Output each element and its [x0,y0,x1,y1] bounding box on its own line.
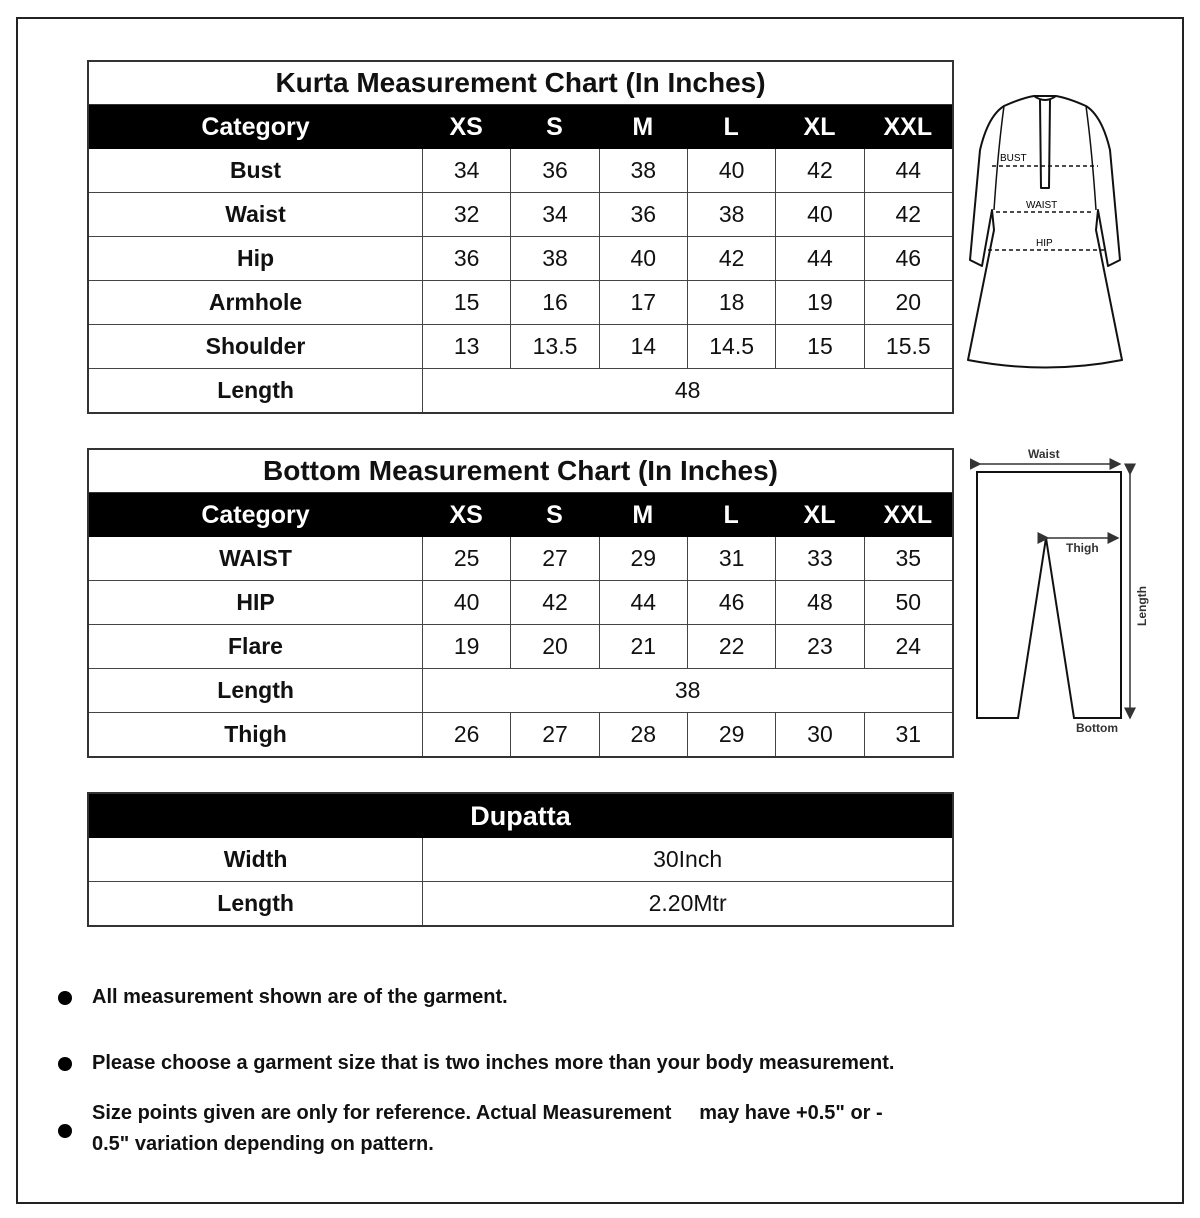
row-label: Thigh [224,721,287,747]
value-cell: 36 [599,193,687,236]
value-cell: 13.5 [510,325,598,368]
value-cell: 40 [599,237,687,280]
table-row [89,580,952,624]
header-size-l: L [723,500,739,529]
value-cell: 44 [864,149,952,192]
bottom-chart-title: Bottom Measurement Chart (In Inches) [89,450,952,493]
value-cell: 38 [510,237,598,280]
header-size-xs: XS [449,500,483,529]
value-cell: 19 [422,625,510,668]
table-row [89,149,952,192]
value-cell: 42 [864,193,952,236]
value-cell: 40 [775,193,863,236]
value-cell: 30 [775,713,863,756]
pant-diagram [970,446,1160,746]
value-cell: 46 [864,237,952,280]
header-size-xxl: XXL [883,500,933,529]
value-cell: 27 [510,537,598,580]
table-row [89,537,952,580]
value-cell: 50 [864,581,952,624]
value-cell: 28 [599,713,687,756]
row-label: WAIST [219,545,292,571]
value-cell: 20 [510,625,598,668]
kurta-chart-title: Kurta Measurement Chart (In Inches) [89,62,952,105]
value-cell: 15 [775,325,863,368]
table-row [89,712,952,756]
pant-outline [977,472,1121,718]
value-cell: 36 [510,149,598,192]
value-cell: 22 [687,625,775,668]
table-row [89,881,952,925]
table-row [89,236,952,280]
value-cell: 34 [422,149,510,192]
note-text: All measurement shown are of the garment. [92,986,508,1008]
value-cell: 31 [864,713,952,756]
note-text: Size points given are only for reference. Actual Measurement may have +0.5" or - 0.5" variation depending on pattern. [92,1102,883,1155]
value-cell: 36 [422,237,510,280]
value-cell: 48 [775,581,863,624]
value-cell: 33 [775,537,863,580]
value-cell: 29 [599,537,687,580]
bullet-icon [58,991,72,1005]
value-cell: 15 [422,281,510,324]
value-cell: 26 [422,713,510,756]
row-label: Length [217,377,294,403]
bottom-header-row [89,493,952,537]
value-cell: 23 [775,625,863,668]
row-label: Waist [225,201,286,227]
value-cell: 27 [510,713,598,756]
row-label: Shoulder [205,333,306,359]
value-cell: 19 [775,281,863,324]
value-cell: 40 [422,581,510,624]
value-cell: 34 [510,193,598,236]
bullet-icon [58,1057,72,1071]
table-row [89,192,952,236]
hip-label: HIP [1036,238,1053,249]
value-cell: 13 [422,325,510,368]
value-cell: 14 [599,325,687,368]
note-item [58,1098,883,1160]
header-category: Category [201,500,310,529]
row-label: Hip [236,245,275,271]
value-cell: 15.5 [864,325,952,368]
value-cell: 42 [775,149,863,192]
row-label: Bust [229,157,282,183]
value-cell: 14.5 [687,325,775,368]
header-size-s: S [546,112,563,141]
note-text: Please choose a garment size that is two inches more than your body measurement. [92,1052,895,1074]
pant-bottom-label: Bottom [1076,721,1118,735]
header-size-xxl: XXL [883,112,933,141]
value-cell: 46 [687,581,775,624]
value-cell: 35 [864,537,952,580]
table-row [89,280,952,324]
value-cell: 38 [687,193,775,236]
row-label: Flare [228,633,283,659]
value-cell: 24 [864,625,952,668]
value-cell: 40 [687,149,775,192]
header-size-l: L [723,112,739,141]
value-cell: 44 [775,237,863,280]
pant-thigh-label: Thigh [1066,541,1099,555]
value-cell: 21 [599,625,687,668]
bust-label: BUST [1000,153,1027,164]
kurta-header-row [89,105,952,149]
table-row [89,324,952,368]
kurta-placket [1040,100,1050,188]
waist-label: WAIST [1026,200,1058,211]
table-row [89,668,952,712]
value-cell: 31 [687,537,775,580]
row-label: Length [217,677,294,703]
value-cell-span: 48 [422,369,952,412]
pant-length-label: Length [1135,586,1149,626]
table-row [89,838,952,881]
kurta-outline [968,96,1122,368]
value-cell: 38 [599,149,687,192]
row-label: Armhole [208,289,303,315]
note-item [58,1048,894,1079]
value-cell-span: 2.20Mtr [422,882,952,925]
value-cell: 16 [510,281,598,324]
header-size-xl: XL [803,500,836,529]
value-cell: 17 [599,281,687,324]
header-size-m: M [632,112,654,141]
kurta-chart [87,60,954,414]
row-label: Width [223,846,288,872]
value-cell: 20 [864,281,952,324]
kurta-sleeve-seam-right [1086,106,1096,210]
kurta-diagram [962,90,1127,380]
row-label: Length [217,890,294,916]
dupatta-body [89,838,952,925]
header-size-xs: XS [449,112,483,141]
dupatta-title: Dupatta [470,800,571,831]
header-category: Category [201,112,310,141]
pant-waist-label: Waist [1028,447,1060,461]
row-label: HIP [236,589,275,615]
value-cell: 44 [599,581,687,624]
note-item [58,982,508,1013]
value-cell: 25 [422,537,510,580]
value-cell-span: 30Inch [422,838,952,881]
table-row [89,368,952,412]
dupatta-header [89,794,952,838]
header-size-xl: XL [803,112,836,141]
bottom-chart [87,448,954,758]
kurta-body [89,149,952,412]
dupatta-chart [87,792,954,927]
value-cell: 42 [510,581,598,624]
value-cell: 18 [687,281,775,324]
value-cell: 32 [422,193,510,236]
header-size-s: S [546,500,563,529]
value-cell: 29 [687,713,775,756]
value-cell: 42 [687,237,775,280]
bullet-icon [58,1124,72,1138]
bottom-body [89,537,952,756]
table-row [89,624,952,668]
value-cell-span: 38 [422,669,952,712]
header-size-m: M [632,500,654,529]
